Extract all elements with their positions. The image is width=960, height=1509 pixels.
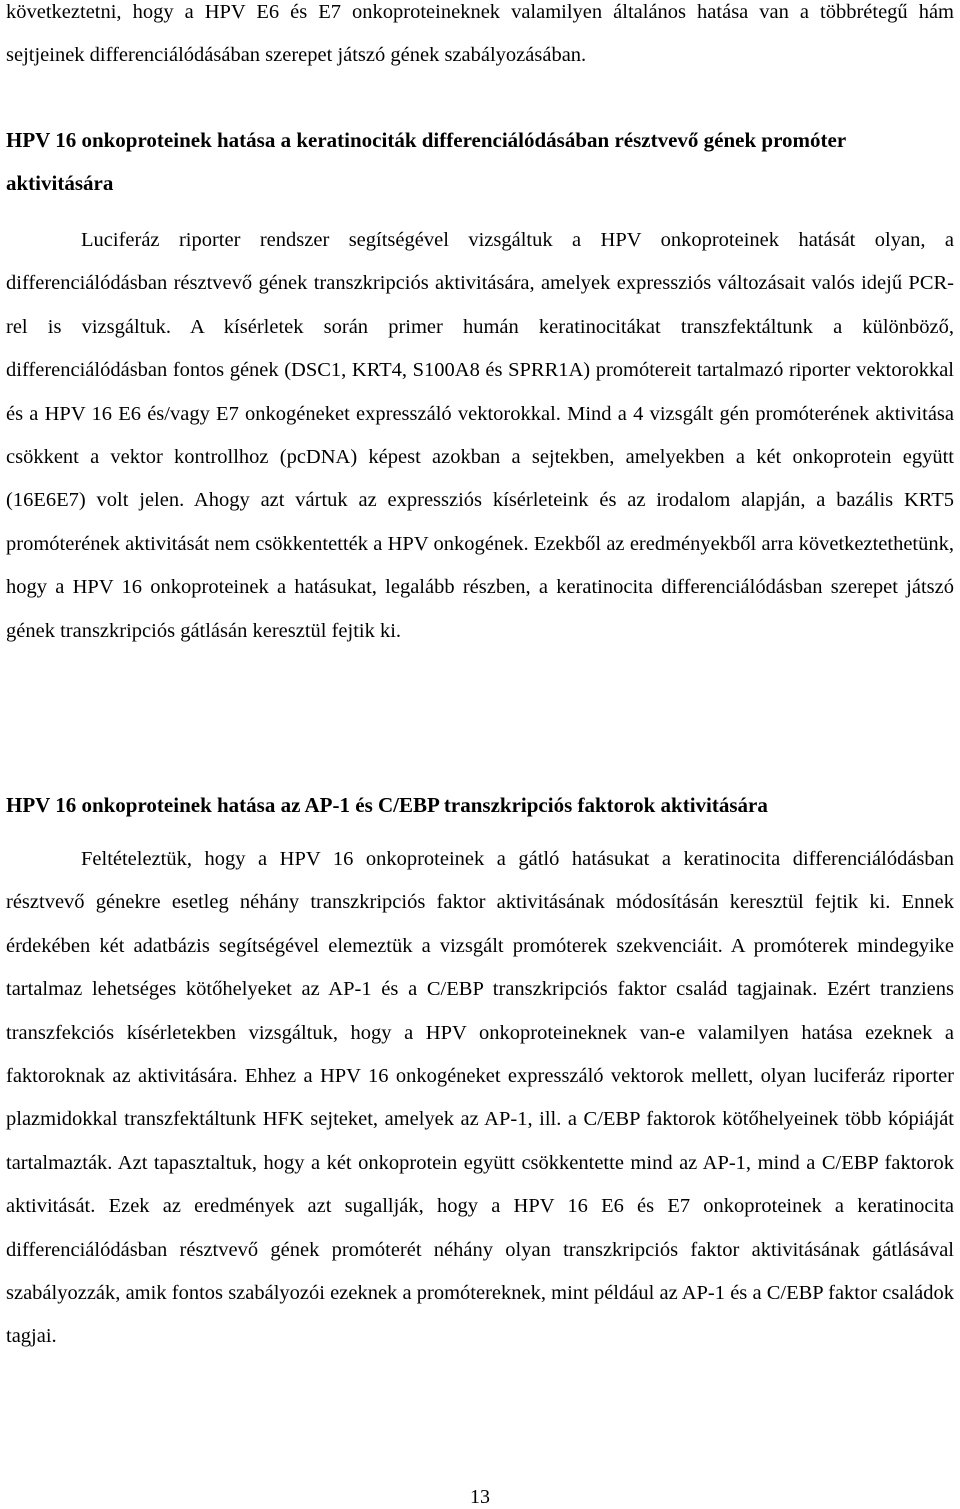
section-paragraph-promoter-activity: Luciferáz riporter rendszer segítségével vizsgáltuk a HPV onkoproteinek hatását olyan, a differenciálódásban résztvevő gének transzkripciós aktivitására, amelyek expressziós változásait valós idejű PCR-rel is vizsgáltuk. A kísérletek során primer humán keratinocitákat transzfektáltunk a különböző, differenciálódásban fontos gének (DSC1, KRT4, S100A8 és SPRR1A) promótereit tartalmazó riporter vektorokkal és a HPV 16 E6 és/vagy E7 onkogéneket expresszáló vektorokkal. Mind a 4 vizsgált gén promóterének aktivitása csökkent a vektor kontrollhoz (pcDNA) képest azokban a sejtekben, amelyekben a két onkoprotein együtt (16E6E7) volt jelen. Ahogy azt vártuk az expressziós kísérleteink és az irodalom alapján, a bazális KRT5 promóterének aktivitását nem csökkentették a HPV onkogének. Ezekből az eredményekből arra következtethetünk, hogy a HPV 16 onkoproteinek a hatásukat, legalább részben, a keratinocita differenciálódásban szerepet játszó gének transzkripciós gátlásán keresztül fejtik ki. bbox=[6, 229, 954, 642]
section-paragraph-transcription-factors: Feltételeztük, hogy a HPV 16 onkoproteinek a gátló hatásukat a keratinocita differenciálódásban résztvevő génekre esetleg néhány transzkripciós faktor aktivitásának módosításán keresztül fejtik ki. Ennek érdekében két adatbázis segítségével elemeztük a vizsgált promóterek szekvenciáit. A promóterek mindegyike tartalmaz lehetséges kötőhelyeket az AP-1 és a C/EBP transzkripciós faktor család tagjainak. Ezért tranziens transzfekciós kísérletekben vizsgáltuk, hogy a HPV onkoproteineknek van-e valamilyen hatása ezeknek a faktoroknak az aktivitására. Ehhez a HPV 16 onkogéneket expresszáló vektorok mellett, olyan luciferáz riporter plazmidokkal transzfektáltunk HFK sejteket, amelyek az AP-1, ill. a C/EBP faktorok kötőhelyeinek több kópiáját tartalmazták. Azt tapasztaltuk, hogy a két onkoprotein együtt csökkentette mind az AP-1, mind a C/EBP faktorok aktivitását. Ezek az eredmények azt sugallják, hogy a HPV 16 E6 és E7 onkoproteinek a keratinocita differenciálódásban résztvevő gének promóterét néhány olyan transzkripciós faktor aktivitásának gátlásával szabályozzák, amik fontos szabályozói ezeknek a promótereknek, mint például az AP-1 és a C/EBP faktor családok tagjai. bbox=[6, 848, 954, 1348]
section-heading-promoter-activity: HPV 16 onkoproteinek hatása a keratinociták differenciálódásában résztvevő gének promóter aktivitására bbox=[6, 128, 846, 195]
intro-paragraph: következtetni, hogy a HPV E6 és E7 onkoproteineknek valamilyen általános hatása van a többrétegű hám sejtjeinek differenciálódásában szerepet játszó gének szabályozásában. bbox=[6, 1, 954, 67]
page-number: 13 bbox=[470, 1486, 490, 1508]
section-heading-transcription-factors: HPV 16 onkoproteinek hatása az AP-1 és C/EBP transzkripciós faktorok aktivitására bbox=[6, 793, 768, 817]
